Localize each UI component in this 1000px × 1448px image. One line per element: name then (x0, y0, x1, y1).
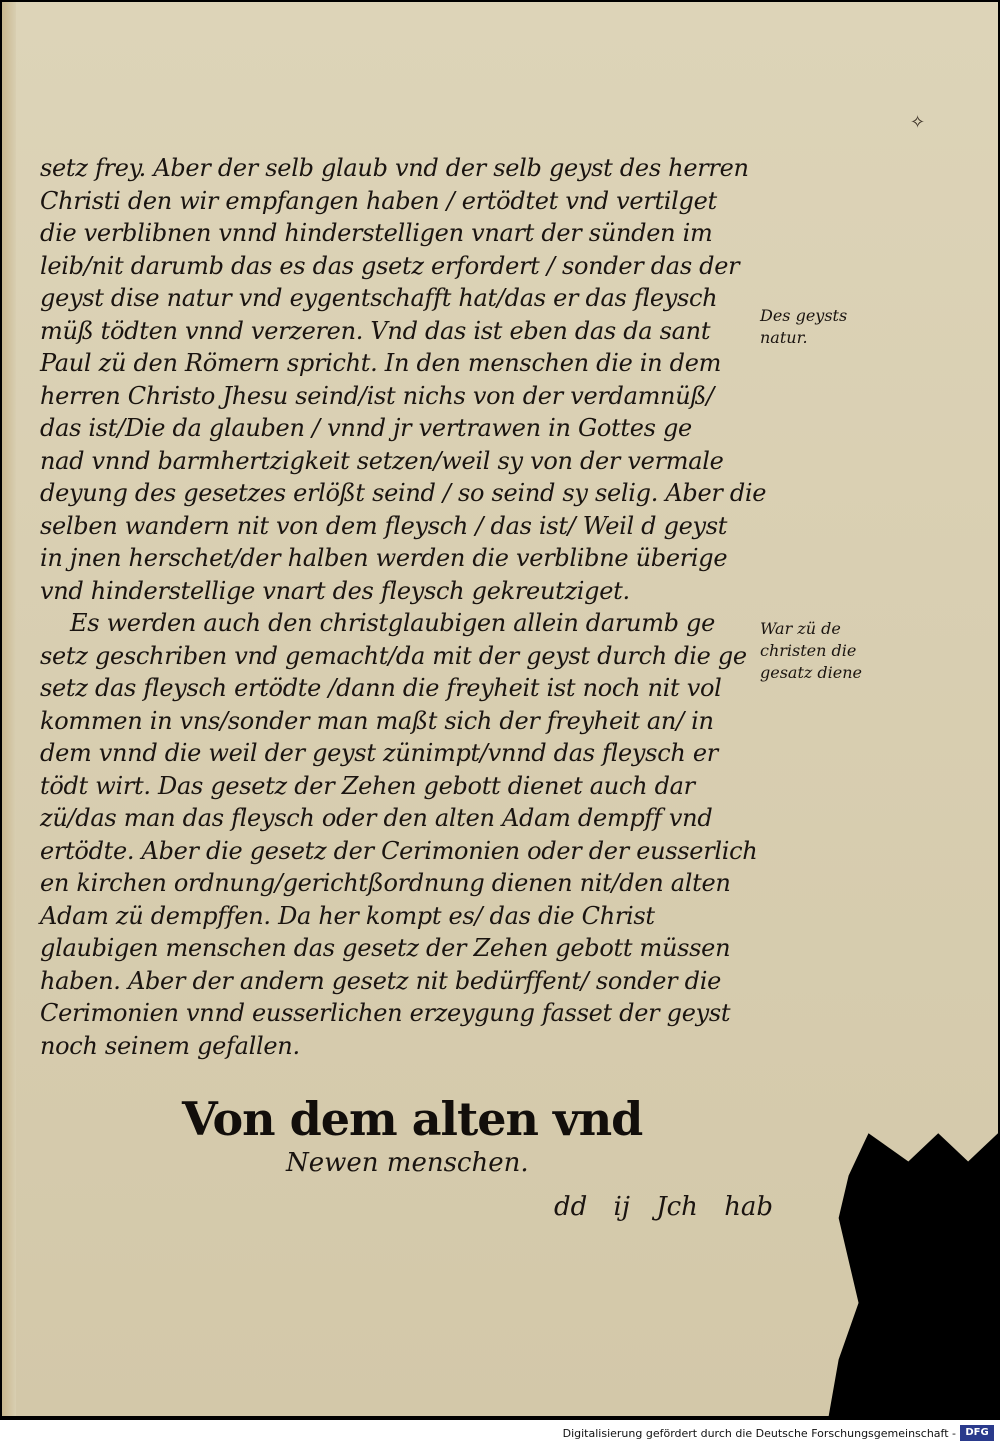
gloss-line: Des geysts (760, 306, 848, 325)
text-line: zü/das man das fleysch oder den alten Adam dempff vnd (40, 804, 713, 832)
text-line: in jnen herschet/der halben werden die verblibne überige (40, 544, 728, 572)
text-line: en kirchen ordnung/gerichtßordnung dienen nit/den alten (40, 869, 731, 897)
gloss-line: War zü de (760, 619, 841, 638)
text-line: haben. Aber der andern gesetz nit bedürffent/ sonder die (40, 966, 721, 995)
text-line: noch seinem gefallen. (40, 1031, 300, 1060)
text-line: dem vnnd die weil der geyst zünimpt/vnnd das fleysch er (40, 739, 718, 767)
footer-bar (0, 1420, 1000, 1448)
text-line: leib/nit darumb das es das gsetz erfordert / sonder das der (40, 251, 740, 280)
text-line: tödt wirt. Das gesetz der Zehen gebott dienet auch dar (40, 771, 695, 800)
section-heading: Von dem alten vnd (182, 1092, 643, 1146)
text-line: setz frey. Aber der selb glaub vnd der selb geyst des herren (40, 154, 749, 182)
margin-gloss-1 (760, 305, 847, 349)
margin-gloss-2 (760, 618, 862, 684)
text-line: vnd hinderstellige vnart des fleysch gekreutziget. (40, 576, 630, 605)
text-line: Cerimonien vnnd eusserlichen erzeygung fasset der geyst (40, 999, 731, 1027)
footer-credit: Digitalisierung gefördert durch die Deutsche Forschungsgemeinschaft - (562, 1427, 956, 1440)
page-mark-icon: ✧ (910, 112, 926, 133)
spine-edge (2, 2, 16, 1416)
text-line: das ist/Die da glauben / vnnd jr vertrawen in Gottes ge (40, 414, 692, 442)
gloss-line: natur. (760, 328, 808, 347)
text-line: deyung des gesetzes erlößt seind / so seind sy selig. Aber die (40, 479, 767, 507)
text-line: nad vnnd barmhertzigkeit setzen/weil sy von der vermale (40, 446, 724, 475)
text-line: kommen in vns/sonder man maßt sich der freyheit an/ in (40, 706, 714, 735)
text-line: geyst dise natur vnd eygentschafft hat/das er das fleysch (40, 284, 718, 312)
body-text (40, 152, 780, 1062)
text-line: glaubigen menschen das gesetz der Zehen gebott müssen (40, 934, 731, 962)
text-line: Adam zü dempffen. Da her kompt es/ das die Christ (40, 901, 655, 930)
text-line: Es werden auch den christglaubigen allein darumb ge (70, 609, 716, 637)
text-line: herren Christo Jhesu seind/ist nichs von der verdamnüß/ (40, 381, 714, 410)
text-line: ertödte. Aber die gesetz der Cerimonien oder der eusserlich (40, 836, 758, 865)
text-line: selben wandern nit von dem fleysch / das ist/ Weil d geyst (40, 511, 728, 540)
gloss-line: gesatz diene (760, 663, 863, 682)
dfg-logo-icon: DFG (960, 1425, 994, 1441)
text-line: setz geschriben vnd gemacht/da mit der geyst durch die ge (40, 641, 747, 670)
text-line: müß tödten vnnd verzeren. Vnd das ist eben das da sant (40, 316, 711, 345)
text-line: Paul zü den Römern spricht. In den menschen die in dem (40, 349, 722, 377)
section-subheading: Newen menschen. (286, 1148, 529, 1178)
text-line: die verblibnen vnnd hinderstelligen vnart der sünden im (40, 219, 713, 247)
text-line: setz das fleysch ertödte /dann die freyheit ist noch nit vol (40, 674, 722, 702)
gloss-line: christen die (760, 641, 857, 660)
signature-catchword: dd ij Jch hab (554, 1192, 774, 1222)
text-line: Christi den wir empfangen haben / ertödtet vnd vertilget (40, 186, 717, 215)
